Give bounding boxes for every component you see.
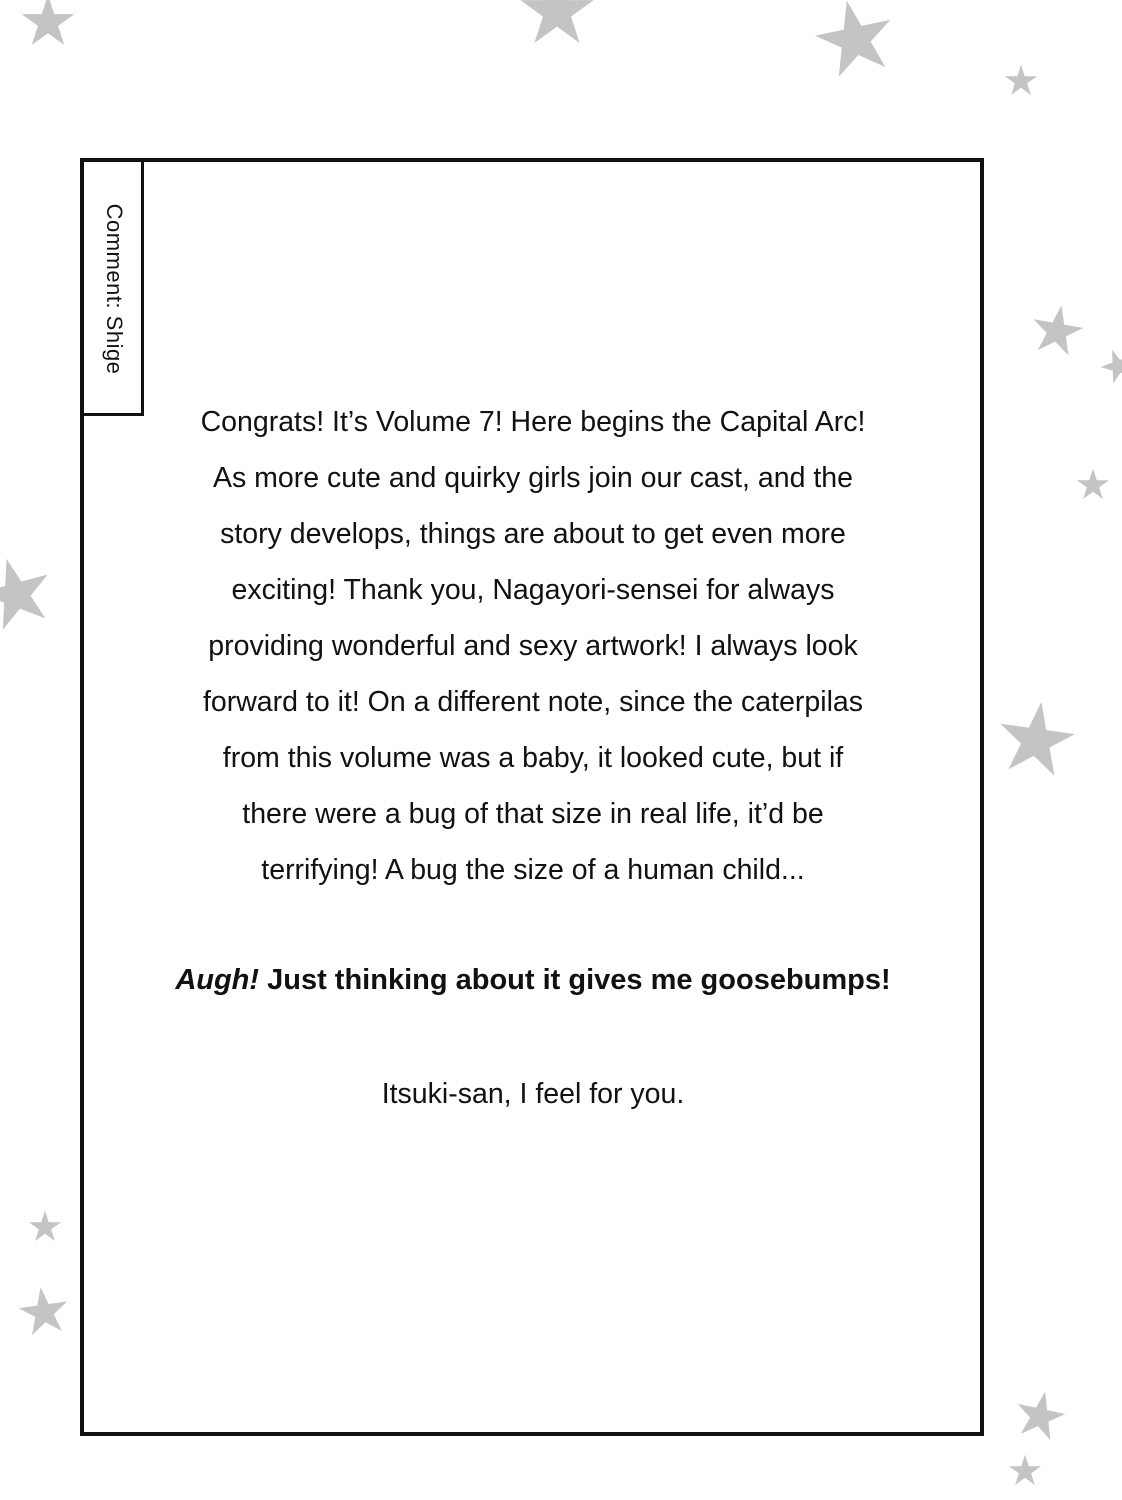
star-icon [1009,1385,1071,1447]
exclamation-line [144,958,922,1002]
star-icon [28,1210,62,1244]
star-icon [20,0,76,50]
comment-line: there were a bug of that size in real life, it’d be [242,798,824,830]
comment-line: providing wonderful and sexy artwork! I always look [208,630,858,662]
comment-author-tag [84,162,144,416]
comment-line: story develops, things are about to get even more [220,518,846,550]
exclamation-rest: Just thinking about it gives me goosebumps! [259,964,891,996]
star-icon [1076,468,1110,502]
star-icon [518,0,596,50]
sign-off-line: Itsuki-san, I feel for you. [381,1078,685,1110]
exclamation-italic: Augh! [175,964,260,996]
comment-line: from this volume was a baby, it looked cute, but if [222,742,844,774]
comment-line: forward to it! On a different note, since the caterpilas [202,686,864,718]
star-icon [806,0,903,88]
star-icon [1004,64,1038,98]
comment-line: As more cute and quirky girls join our cast, and the [213,462,853,494]
comment-line: terrifying! A bug the size of a human child... [261,854,805,886]
comment-panel [80,158,984,1436]
comment-line: exciting! Thank you, Nagayori-sensei for always [231,574,835,606]
comment-line: Congrats! It’s Volume 7! Here begins the Capital Arc! [200,406,866,438]
star-icon [1026,300,1089,363]
star-icon [1095,343,1122,389]
comment-author-label: Comment: Shige [102,203,127,375]
star-icon [991,695,1081,785]
star-icon [15,1283,74,1342]
comment-body [164,394,902,898]
star-icon [1008,1454,1042,1488]
star-icon [0,547,63,640]
